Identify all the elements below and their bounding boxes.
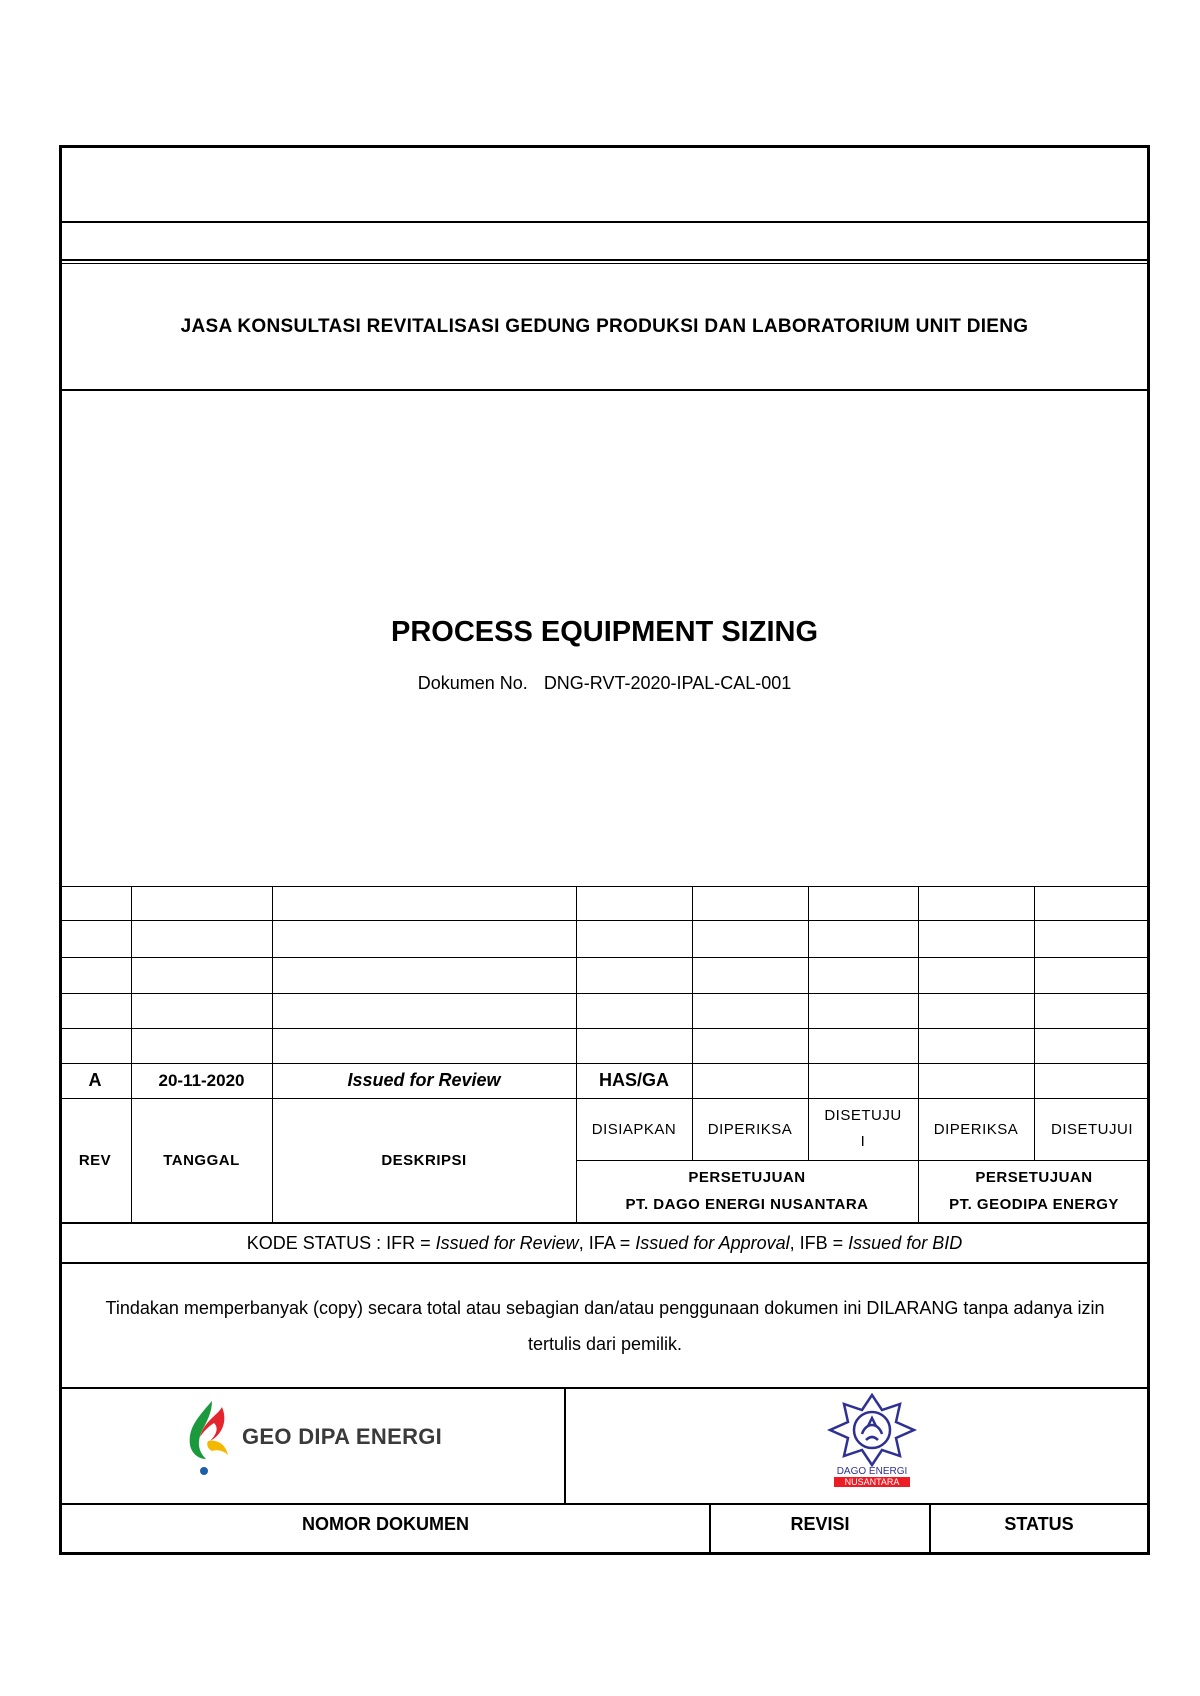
- rule-2b: [59, 263, 1150, 264]
- status-ifa: Issued for Approval: [635, 1232, 790, 1253]
- copy-notice: Tindakan memperbanyak (copy) secara total atau sebagian dan/atau penggunaan dokumen ini DILARANG tanpa adanya izin tertulis dari pemilik.: [105, 1297, 1105, 1354]
- header-disetujui-2: DISETUJUI: [1050, 1120, 1133, 1138]
- dago-logo-line-1: DAGO ENERGI: [836, 1466, 908, 1477]
- table-rule: [59, 1028, 1150, 1029]
- revision-date: 20-11-2020: [158, 1070, 245, 1090]
- table-rule: [59, 920, 1150, 921]
- rule-1: [59, 221, 1150, 223]
- header-disetujui-1-line-a: DISETUJU: [824, 1107, 902, 1124]
- dago-emblem-icon: [826, 1392, 918, 1468]
- document-number-value: DNG-RVT-2020-IPAL-CAL-001: [543, 672, 792, 693]
- status-codes: [62, 1224, 1147, 1262]
- dago-energi-logo: [826, 1392, 918, 1488]
- logos-divider: [564, 1387, 566, 1503]
- geo-dipa-logo-text: GEO DIPA ENERGI: [242, 1424, 443, 1449]
- notice-bottom-rule: [59, 1387, 1150, 1389]
- footer-status: STATUS: [1004, 1513, 1074, 1534]
- status-sep-2: , IFB =: [789, 1232, 849, 1253]
- approval-block-geodipa: [918, 1160, 1150, 1222]
- approval-block-dago: [576, 1160, 918, 1222]
- geo-dipa-energi-logo: [178, 1393, 458, 1481]
- status-sep-1: , IFA =: [578, 1232, 636, 1253]
- rule-2: [59, 259, 1150, 261]
- footer-nomor-dokumen: NOMOR DOKUMEN: [302, 1513, 469, 1534]
- status-ifr: Issued for Review: [435, 1232, 579, 1253]
- footer-revisi: REVISI: [790, 1513, 850, 1534]
- project-title: JASA KONSULTASI REVITALISASI GEDUNG PRODUKSI DAN LABORATORIUM UNIT DIENG: [180, 316, 1029, 337]
- status-prefix: KODE STATUS : IFR =: [246, 1232, 436, 1253]
- approval-company-geodipa: PT. GEODIPA ENERGY: [949, 1196, 1119, 1213]
- dago-logo-line-2: NUSANTARA: [834, 1477, 910, 1487]
- table-rule: [59, 886, 1150, 887]
- approval-label-geodipa: PERSETUJUAN: [975, 1169, 1093, 1186]
- header-rev: REV: [78, 1151, 112, 1169]
- header-tanggal: TANGGAL: [163, 1151, 240, 1169]
- header-diperiksa-1: DIPERIKSA: [707, 1120, 793, 1138]
- table-rule: [59, 957, 1150, 958]
- header-disetujui-1: [808, 1098, 918, 1160]
- approval-label-dago: PERSETUJUAN: [688, 1169, 806, 1186]
- approval-company-dago: PT. DAGO ENERGI NUSANTARA: [625, 1196, 869, 1213]
- header-diperiksa-2: DIPERIKSA: [933, 1120, 1019, 1138]
- revision-rev: A: [88, 1070, 102, 1090]
- document-title: PROCESS EQUIPMENT SIZING: [391, 615, 818, 648]
- document-number-label: Dokumen No.: [417, 672, 528, 693]
- status-ifb: Issued for BID: [848, 1232, 963, 1253]
- document-number: [62, 668, 1147, 698]
- table-rule: [59, 993, 1150, 994]
- header-deskripsi: DESKRIPSI: [381, 1151, 467, 1169]
- header-disiapkan: DISIAPKAN: [591, 1120, 677, 1138]
- header-disetujui-1-line-b: I: [860, 1133, 866, 1150]
- revision-prepared-by: HAS/GA: [598, 1070, 669, 1090]
- revision-description: Issued for Review: [347, 1070, 501, 1090]
- geo-dipa-emblem-icon: [178, 1397, 238, 1477]
- rule-3: [59, 389, 1150, 391]
